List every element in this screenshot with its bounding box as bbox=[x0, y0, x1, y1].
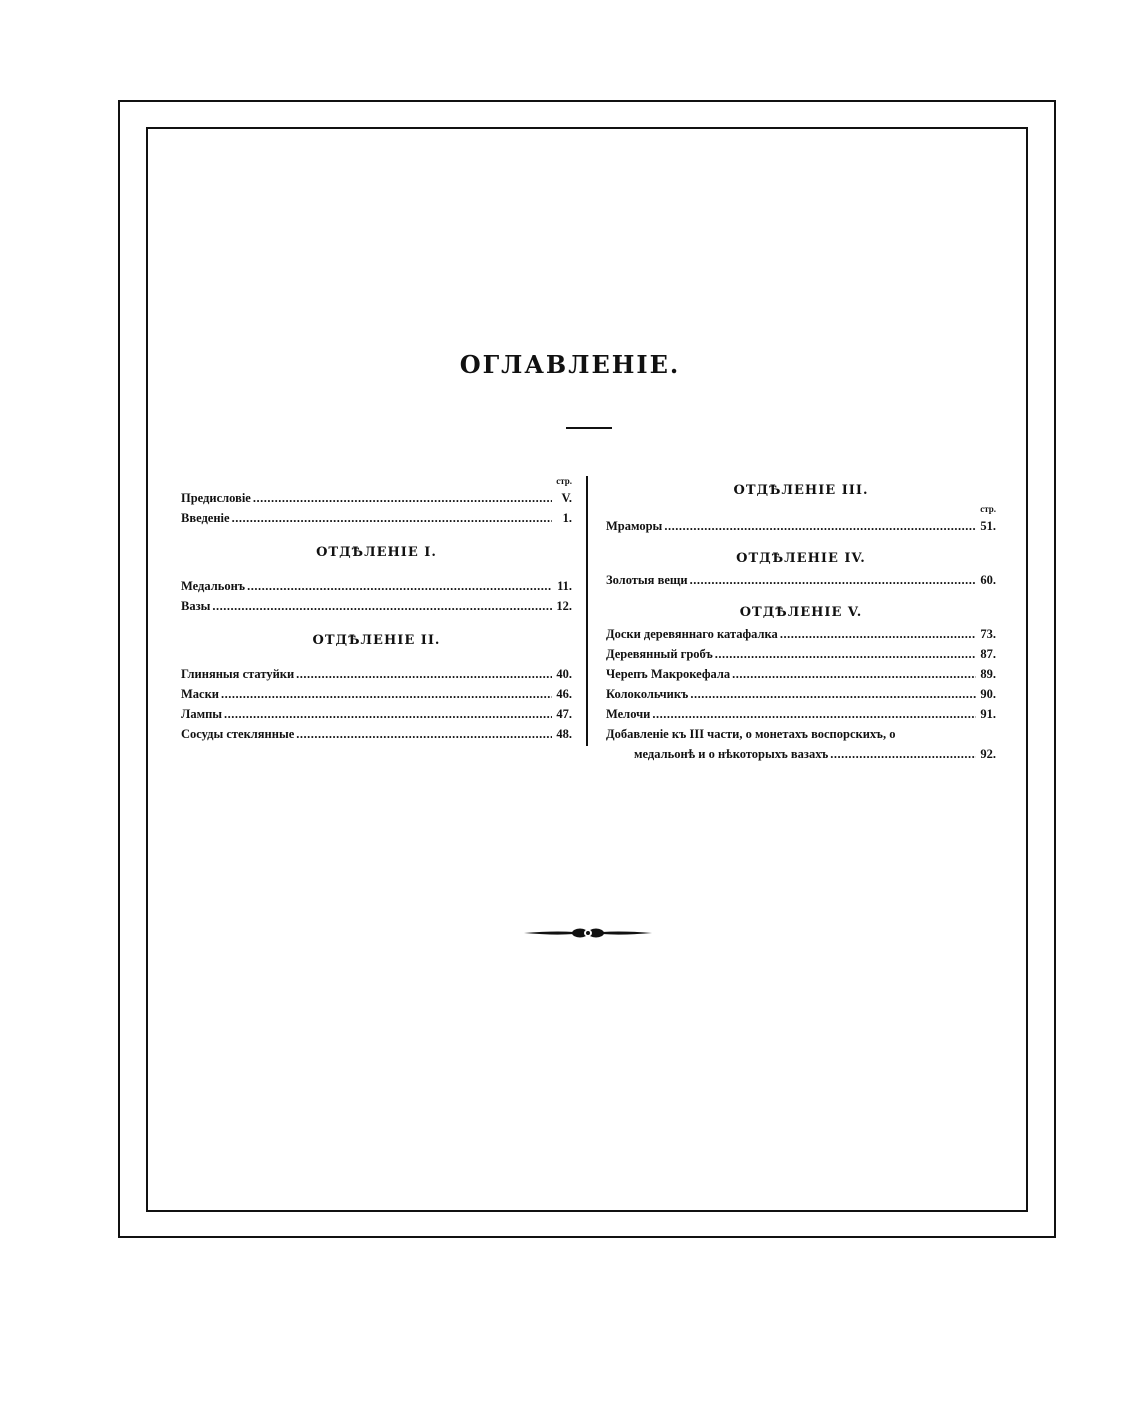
toc-entry-page: 46. bbox=[556, 687, 572, 701]
toc-entry-wrapped-second-line bbox=[606, 744, 996, 764]
toc-entry bbox=[181, 684, 572, 704]
toc-entry bbox=[606, 644, 996, 664]
page-column-header: стр. bbox=[556, 476, 572, 486]
toc-entry bbox=[181, 576, 572, 596]
dot-leader bbox=[732, 664, 976, 684]
toc-entry-label: Деревянный гробъ bbox=[606, 647, 713, 661]
dot-leader bbox=[247, 576, 552, 596]
toc-entry bbox=[181, 704, 572, 724]
toc-entry-page: 40. bbox=[556, 667, 572, 681]
toc-left-column bbox=[181, 474, 572, 744]
toc-entry-page: V. bbox=[561, 491, 572, 505]
toc-entry-page: 11. bbox=[557, 579, 572, 593]
toc-entry-label: Черепъ Макрокефала bbox=[606, 667, 731, 681]
toc-entry-wrapped-first-line: Добавленіе къ III части, о монетахъ воспорскихъ, о bbox=[606, 727, 896, 741]
toc-entry bbox=[606, 516, 996, 536]
toc-entry-page: 51. bbox=[980, 519, 996, 533]
toc-entry bbox=[606, 570, 996, 590]
dot-leader bbox=[715, 644, 976, 664]
toc-entry-page: 89. bbox=[980, 667, 996, 681]
toc-entry bbox=[181, 508, 572, 528]
dot-leader bbox=[780, 624, 976, 644]
toc-entry-label: Вазы bbox=[181, 599, 211, 613]
toc-entry-page: 90. bbox=[980, 687, 996, 701]
toc-entry-label: Глиняныя статуйки bbox=[181, 667, 295, 681]
toc-entry-label: Предисловіе bbox=[181, 491, 251, 505]
section-title: ОТДѢЛЕНІЕ IV. bbox=[736, 551, 866, 566]
column-divider bbox=[586, 476, 588, 746]
toc-entry bbox=[181, 488, 572, 508]
toc-entry-label: Сосуды стеклянные bbox=[181, 727, 295, 741]
toc-entry-page: 91. bbox=[980, 707, 996, 721]
toc-entry-label: Введеніе bbox=[181, 511, 230, 525]
dot-leader bbox=[296, 724, 552, 744]
dot-leader bbox=[212, 596, 552, 616]
dot-leader bbox=[664, 516, 976, 536]
toc-entry-page: 47. bbox=[556, 707, 572, 721]
toc-entry-label: Мраморы bbox=[606, 519, 663, 533]
dot-leader bbox=[690, 570, 976, 590]
toc-entry bbox=[606, 704, 996, 724]
toc-entry-label: Мелочи bbox=[606, 707, 651, 721]
toc-entry-label: Медальонъ bbox=[181, 579, 246, 593]
section-title: ОТДѢЛЕНІЕ I. bbox=[316, 545, 437, 560]
dot-leader bbox=[224, 704, 552, 724]
dot-leader bbox=[253, 488, 552, 508]
toc-entry-label: Лампы bbox=[181, 707, 223, 721]
toc-entry-label: Доски деревяннаго катафалка bbox=[606, 627, 778, 641]
toc-entry-label: медальонѣ и о нѣкоторыхъ вазахъ bbox=[634, 747, 829, 761]
toc-entry-page: 92. bbox=[980, 747, 996, 761]
toc-entry-label: Маски bbox=[181, 687, 220, 701]
toc-entry-label: Колокольчикъ bbox=[606, 687, 689, 701]
toc-entry bbox=[606, 664, 996, 684]
toc-entry-page: 48. bbox=[556, 727, 572, 741]
section-title: ОТДѢЛЕНІЕ II. bbox=[312, 633, 441, 648]
title-rule bbox=[566, 427, 612, 429]
toc-entry-label: Золотыя вещи bbox=[606, 573, 688, 587]
page-title: ОГЛАВЛЕНІЕ. bbox=[459, 350, 681, 379]
toc-entry-page: 87. bbox=[980, 647, 996, 661]
section-title: ОТДѢЛЕНІЕ III. bbox=[733, 483, 869, 498]
page-column-header: стр. bbox=[980, 504, 996, 514]
toc-entry-page: 12. bbox=[556, 599, 572, 613]
dot-leader bbox=[296, 664, 552, 684]
toc-entry bbox=[181, 664, 572, 684]
toc-entry bbox=[181, 724, 572, 744]
toc-entry-page: 1. bbox=[562, 511, 572, 525]
dot-leader bbox=[690, 684, 976, 704]
dot-leader bbox=[232, 508, 552, 528]
toc-entry-page: 60. bbox=[980, 573, 996, 587]
dot-leader bbox=[652, 704, 976, 724]
section-title: ОТДѢЛЕНІЕ V. bbox=[739, 605, 863, 620]
toc-entry-page: 73. bbox=[980, 627, 996, 641]
dot-leader bbox=[221, 684, 552, 704]
toc-right-column bbox=[606, 480, 996, 764]
ornament-divider bbox=[524, 924, 652, 942]
toc-entry bbox=[181, 596, 572, 616]
toc-entry bbox=[606, 624, 996, 644]
toc-entry bbox=[606, 684, 996, 704]
dot-leader bbox=[830, 744, 976, 764]
